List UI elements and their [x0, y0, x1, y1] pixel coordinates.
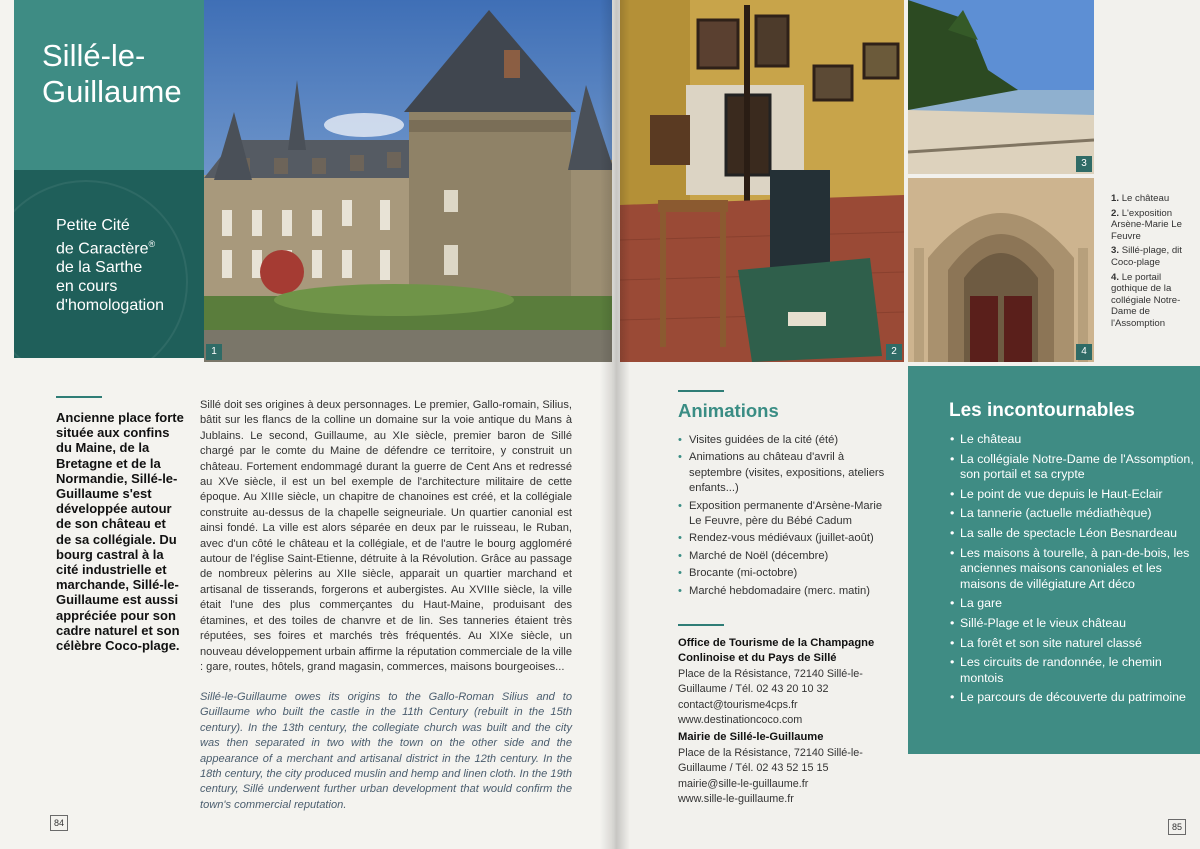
list-item: • La tannerie (actuelle médiathèque)	[950, 506, 1194, 522]
title-text: Sillé-le-Guillaume	[42, 38, 182, 109]
photo-number-badge: 4	[1076, 344, 1092, 360]
list-item: • Exposition permanente d'Arsène-Marie Le Feuvre, père du Bébé Cadum	[678, 499, 888, 530]
list-item: • Marché de Noël (décembre)	[678, 549, 888, 564]
mairie-email-link[interactable]: mairie@sille-le-guillaume.fr	[678, 777, 809, 790]
list-item: • Visites guidées de la cité (été)	[678, 433, 888, 448]
incontournables-panel	[908, 366, 1200, 754]
caption-item: 4. Le portail gothique de la collégiale Notre-Dame de l'Assomption	[1111, 271, 1181, 329]
photo-number-badge: 2	[886, 344, 902, 360]
castle-photo	[204, 0, 614, 362]
list-item: • Les maisons à tourelle, à pan-de-bois, les anciennes maisons canoniales et les maisons de villégiature Art déco	[950, 546, 1194, 593]
subtitle-line: de Caractère	[56, 240, 149, 258]
office-email-link[interactable]: contact@tourisme4cps.fr	[678, 698, 798, 711]
contact-block	[678, 636, 900, 807]
list-item: • Le point de vue depuis le Haut-Eclair	[950, 487, 1194, 503]
subtitle-line: de la Sarthe	[56, 259, 143, 277]
photo-number-badge: 1	[206, 344, 222, 360]
list-item: • Marché hebdomadaire (merc. matin)	[678, 584, 888, 599]
mairie-address: Place de la Résistance, 72140 Sillé-le-Guillaume / Tél. 02 43 52 15 15	[678, 746, 863, 775]
accent-rule	[56, 396, 102, 398]
incontournables-heading: Les incontournables	[949, 400, 1135, 421]
subtitle-line: Petite Cité	[56, 217, 130, 234]
photo-captions	[1111, 193, 1197, 333]
page-number-left: 84	[50, 815, 68, 831]
list-item: • Rendez-vous médiévaux (juillet-août)	[678, 531, 888, 546]
title-block	[14, 0, 204, 170]
accent-rule	[678, 624, 724, 626]
list-item: • Le parcours de découverte du patrimoine	[950, 690, 1194, 706]
list-item: • Brocante (mi-octobre)	[678, 566, 888, 581]
incontournables-list	[950, 432, 1194, 710]
office-address: Place de la Résistance, 72140 Sillé-le-Guillaume / Tél. 02 43 20 10 32	[678, 667, 863, 696]
portal-illustration	[908, 178, 1094, 362]
subtitle-block	[14, 170, 204, 358]
portal-photo	[908, 178, 1094, 362]
body-text-english: Sillé-le-Guillaume owes its origins to the Gallo-Roman Silius and to Guillaume who built the castle in the 11th Century (rebuilt in the 15th century). In the 13th century, the collegiate church was built and the city was then separated in two with the town on the other side and the appearance of a merchant and artisanal district in the 12th century. In the 18th century, the city produced muslin and hemp and linen cloth. In the 19th century, Sillé underwent further urban development that would confirm the town's commercial reputation.	[200, 691, 572, 811]
subtitle	[56, 216, 164, 315]
caption-item: 3. Sillé-plage, dit Coco-plage	[1111, 245, 1182, 268]
page-title	[42, 38, 182, 110]
body-text-french: Sillé doit ses origines à deux personnages. Le premier, Gallo-romain, Silius, bâtit sur les flancs de la colline un domaine sur la voie antique du Mans à Jublains. Le second, Guillaume, au XIe siècle, premier baron de Sillé chargé par le comte du Maine de défendre ce territoire, y construit un château. Fortement endommagé durant la guerre de Cent Ans et redressé au XVe siècle, il est un bel exemple de l'architecture militaire de cette époque. Au XIIIe siècle, un chapitre de chanoines est créé, et la collégiale construite au-dessus de la chapelle seigneuriale. Un quartier canonial est ainsi fondé. La ville est alors séparée en deux par le ruisseau, le Ruban, avec d'un côté le château et la collégiale, et de l'autre le bourg aggloméré autour de l'église Saint-Etienne, détruite à la Révolution. Grâce au passage de nombreux pèlerins au XIIe siècle, apparait un quartier marchand et artisanal de tisserands, forgerons et aubergistes. Au XVIIIe siècle, la ville était l'une des plus commerçantes du Haut-Maine, produisant des étamines, et des toiles de chanvre et de lin. Ses tanneries étaient très réputées, ses foires et marchés très fréquentés. Au XIXe siècle, un nouveau développement urbain affirme la réputation commerciale de la ville : gare, routes, hôtels, grand magasin, commerces, maisons bourgeoises...	[200, 399, 572, 673]
photo-number-badge: 3	[1076, 156, 1092, 172]
lead-paragraph: Ancienne place forte située aux confins du Maine, de la Bretagne et de la Normandie, Sillé-le-Guillaume s'est développée autour de son château et de sa collégiale. Du bourg castral à la cité industrielle et marchande, Sillé-le-Guillaume est aussi appréciée pour son cadre naturel et son célèbre Coco-plage.	[56, 410, 184, 654]
mairie-name: Mairie de Sillé-le-Guillaume	[678, 731, 824, 744]
list-item: • La collégiale Notre-Dame de l'Assomption, son portail et sa crypte	[950, 452, 1194, 483]
list-item: • Sillé-Plage et le vieux château	[950, 616, 1194, 632]
registered-mark: ®	[148, 239, 156, 249]
accent-rule	[678, 390, 724, 392]
caption-item: 1. Le château	[1111, 193, 1170, 204]
animations-list	[678, 433, 888, 601]
subtitle-line: d'homologation	[56, 297, 165, 315]
exhibition-illustration	[620, 0, 904, 362]
castle-illustration	[204, 0, 614, 362]
beach-photo	[908, 0, 1094, 174]
mairie-website-link[interactable]: www.sille-le-guillaume.fr	[678, 793, 794, 806]
list-item: • La salle de spectacle Léon Besnardeau	[950, 526, 1194, 542]
list-item: • Les circuits de randonnée, le chemin montois	[950, 655, 1194, 686]
list-item: • La gare	[950, 596, 1194, 612]
subtitle-line: en cours	[56, 278, 118, 296]
list-item: • La forêt et son site naturel classé	[950, 636, 1194, 652]
caption-item: 2. L'exposition Arsène-Marie Le Feuvre	[1111, 207, 1182, 242]
list-item: • Le château	[950, 432, 1194, 448]
office-name: Office de Tourisme de la Champagne Conlinoise et du Pays de Sillé	[678, 637, 875, 665]
list-item: • Animations au château d'avril à septembre (visites, expositions, ateliers enfants...)	[678, 450, 888, 496]
animations-heading: Animations	[678, 400, 779, 421]
office-website-link[interactable]: www.destinationcoco.com	[678, 714, 803, 727]
page-number-right: 85	[1168, 819, 1186, 835]
exhibition-photo	[620, 0, 904, 362]
beach-illustration	[908, 0, 1094, 174]
